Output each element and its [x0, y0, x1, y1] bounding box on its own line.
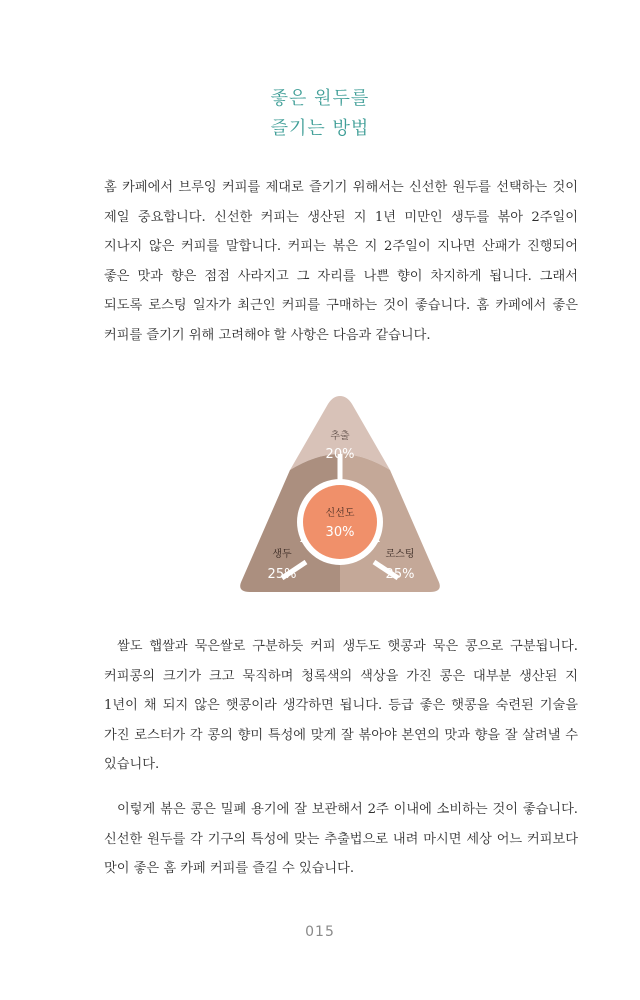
center-percent: 30%	[325, 525, 355, 540]
page-title-line-1: 좋은 원두를	[270, 88, 370, 109]
intro-paragraph: 홈 카페에서 브루잉 커피를 제대로 즐기기 위해서는 신선한 원두를 선택하는 것이 제일 중요합니다. 신선한 커피는 생산된 지 1년 미만인 생두를 볶아 2주일이 지나지 않은 커피를 말합니다. 커피는 볶은 지 2주일이 지나면 산패가 진행되어 좋은 맛과 향은 점점 사라지고 그 자리를 나쁜 향이 차지하게 됩니다. 그래서 되도록 로스팅 일자가 최근인 커피를 구매하는 것이 좋습니다. 홈 카페에서 좋은 커피를 즐기기 위해 고려해야 할 사항은 다음과 같습니다.	[104, 180, 578, 343]
left-label: 생두	[272, 549, 292, 560]
left-percent: 25%	[267, 567, 297, 582]
center-circle	[303, 485, 377, 559]
coffee-factors-diagram	[236, 392, 444, 598]
top-label: 추출	[330, 431, 350, 442]
right-percent: 25%	[385, 567, 415, 582]
right-label: 로스팅	[385, 549, 415, 560]
storage-paragraph: 이렇게 볶은 콩은 밀폐 용기에 잘 보관해서 2주 이내에 소비하는 것이 좋습니다. 신선한 원두를 각 기구의 특성에 맞는 추출법으로 내려 마시면 세상 어느 커피보다 맛이 좋은 홈 카페 커피를 즐길 수 있습니다.	[104, 802, 578, 876]
diagram-svg	[236, 392, 444, 598]
page-number: 015	[305, 924, 335, 940]
center-label: 신선도	[325, 508, 355, 519]
top-percent: 20%	[325, 447, 355, 462]
page-title-line-2: 즐기는 방법	[270, 118, 370, 139]
green-bean-paragraph: 쌀도 햅쌀과 묵은쌀로 구분하듯 커피 생두도 햇콩과 묵은 콩으로 구분됩니다. 커피콩의 크기가 크고 묵직하며 청록색의 색상을 가진 콩은 대부분 생산된 지 1년이 채 되지 않은 햇콩이라 생각하면 됩니다. 등급 좋은 햇콩을 숙련된 기술을 가진 로스터가 각 콩의 향미 특성에 맞게 잘 볶아야 본연의 맛과 향을 잘 살려낼 수 있습니다.	[104, 639, 578, 772]
